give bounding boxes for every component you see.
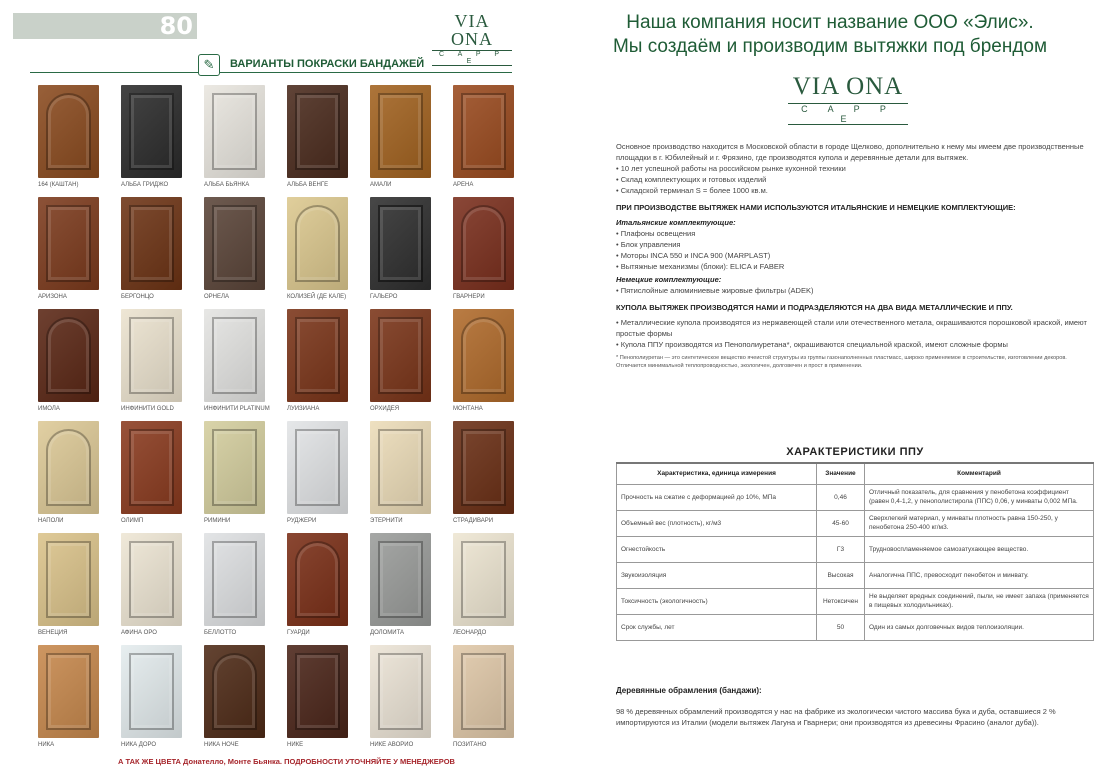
list-item: • Купола ППУ производятся из Пенополиуретана*, окрашиваются специальной краской, имеют сложные формы <box>616 339 1094 350</box>
swatch-name: АМАЛИ <box>370 182 392 188</box>
table-cell: Высокая <box>817 562 865 588</box>
swatch-door-image <box>204 309 265 402</box>
door-panel <box>129 541 174 618</box>
swatch-item <box>370 196 450 308</box>
table-cell: Г3 <box>817 536 865 562</box>
table-cell: Прочность на сжатие с деформацией до 10%, МПа <box>617 484 817 510</box>
swatch-name: ЛЕОНАРДО <box>453 630 487 636</box>
door-panel <box>461 653 506 730</box>
table-cell: Сверхлегкий материал, у минваты плотность равна 150-250, у пенобетона 250-400 кг/м3. <box>865 510 1094 536</box>
table-cell: Объемный вес (плотность), кг/м3 <box>617 510 817 536</box>
swatch-name: НАПОЛИ <box>38 518 64 524</box>
swatch-door-image <box>370 197 431 290</box>
swatch-door-image <box>121 309 182 402</box>
swatch-item <box>121 308 201 420</box>
swatch-item <box>204 420 284 532</box>
door-panel <box>378 93 423 170</box>
column-header: Значение <box>817 463 865 484</box>
door-panel <box>212 429 257 506</box>
swatch-door-image <box>38 645 99 738</box>
swatch-door-image <box>370 533 431 626</box>
swatch-name: РИМИНИ <box>204 518 231 524</box>
footnote: * Пенополиуретан — это синтетическое вещество ячеистой структуры из группы газонаполненных пластмасс, широко применяемое в строительстве, изготовлении декоров. Отличается минимальной теплопроводностью, экологичен, долговечен и прост в применении. <box>616 355 1067 369</box>
swatch-door-image <box>204 533 265 626</box>
door-panel <box>295 653 340 730</box>
logo-sub: C A P P E <box>788 103 908 125</box>
door-panel <box>378 541 423 618</box>
swatch-item <box>38 308 118 420</box>
swatch-name: БЕЛЛОТТО <box>204 630 237 636</box>
italian-list <box>616 228 1094 272</box>
swatch-item <box>287 644 367 756</box>
domes-heading: КУПОЛА ВЫТЯЖЕК ПРОИЗВОДЯТСЯ НАМИ И ПОДРАЗДЕЛЯЮТСЯ НА ДВА ВИДА МЕТАЛЛИЧЕСКИЕ И ППУ. <box>616 303 1013 312</box>
door-panel <box>461 317 506 394</box>
swatch-door-image <box>38 309 99 402</box>
swatch-door-image <box>287 421 348 514</box>
list-item: • Склад комплектующих и готовых изделий <box>616 174 1094 185</box>
table-cell: Трудновоспламеняемое самозатухающее вещество. <box>865 536 1094 562</box>
swatch-grid <box>38 84 514 756</box>
swatch-item <box>38 532 118 644</box>
section-header <box>30 58 512 76</box>
door-panel <box>129 653 174 730</box>
table-row <box>617 614 1094 640</box>
swatch-item <box>287 196 367 308</box>
swatch-name: ИНФИНИТИ PLATINUM <box>204 406 270 412</box>
table-cell: Звукоизоляция <box>617 562 817 588</box>
italian-heading: Итальянские комплектующие: <box>616 218 736 227</box>
door-panel <box>461 541 506 618</box>
ppu-table <box>616 462 1094 641</box>
swatch-item <box>121 644 201 756</box>
wood-heading: Деревянные обрамления (бандажи): <box>616 686 762 695</box>
swatch-door-image <box>121 421 182 514</box>
list-item: • Плафоны освещения <box>616 228 1094 239</box>
swatch-door-image <box>121 533 182 626</box>
column-header: Характеристика, единица измерения <box>617 463 817 484</box>
swatch-item <box>204 196 284 308</box>
door-panel <box>295 541 340 618</box>
swatch-name: АРЕНА <box>453 182 474 188</box>
swatch-item <box>204 308 284 420</box>
swatch-name: АЛЬБА ВЕНГЕ <box>287 182 329 188</box>
swatch-door-image <box>38 533 99 626</box>
table-header-row <box>617 463 1094 484</box>
swatch-item <box>287 420 367 532</box>
table-cell: Огнестойкость <box>617 536 817 562</box>
swatch-name: ОЛИМП <box>121 518 144 524</box>
headline-line-1: Наша компания носит название ООО «Элис». <box>626 12 1034 33</box>
swatch-item <box>370 532 450 644</box>
swatch-item <box>121 84 201 196</box>
table-row <box>617 588 1094 614</box>
swatch-name: ВЕНЕЦИЯ <box>38 630 68 636</box>
swatch-name: ГУАРДИ <box>287 630 310 636</box>
swatch-door-image <box>287 645 348 738</box>
left-footer-note: А ТАК ЖЕ ЦВЕТА Донателло, Монте Бьянка. ПОДРОБНОСТИ УТОЧНЯЙТЕ У МЕНЕДЖЕРОВ <box>118 757 455 766</box>
table-cell: Срок службы, лет <box>617 614 817 640</box>
swatch-name: АЛЬБА ГРИДЖО <box>121 182 169 188</box>
swatch-item <box>204 532 284 644</box>
components-heading: ПРИ ПРОИЗВОДСТВЕ ВЫТЯЖЕК НАМИ ИСПОЛЬЗУЮТСЯ ИТАЛЬЯНСКИЕ И НЕМЕЦКИЕ КОМПЛЕКТУЮЩИЕ: <box>616 203 1016 212</box>
door-panel <box>212 205 257 282</box>
swatch-door-image <box>204 645 265 738</box>
swatch-door-image <box>38 421 99 514</box>
headline-line-2: Мы создаём и производим вытяжки под брендом <box>612 36 1048 57</box>
list-item: • Вытяжные механизмы (блоки): ELICA и FABER <box>616 261 1094 272</box>
door-panel <box>212 541 257 618</box>
swatch-door-image <box>453 85 514 178</box>
door-panel <box>461 205 506 282</box>
door-panel <box>129 93 174 170</box>
door-panel <box>378 429 423 506</box>
swatch-item <box>38 84 118 196</box>
swatch-door-image <box>453 533 514 626</box>
door-panel <box>212 317 257 394</box>
door-panel <box>295 429 340 506</box>
swatch-door-image <box>370 309 431 402</box>
swatch-name: ЛУИЗИАНА <box>287 406 320 412</box>
table-cell: Один из самых долговечных видов теплоизоляции. <box>865 614 1094 640</box>
swatch-name: НИКА <box>38 742 55 748</box>
swatch-door-image <box>38 197 99 290</box>
door-panel <box>129 317 174 394</box>
company-description <box>616 141 1094 370</box>
table-cell: 50 <box>817 614 865 640</box>
table-row <box>617 484 1094 510</box>
swatch-name: ОРХИДЕЯ <box>370 406 400 412</box>
door-panel <box>461 93 506 170</box>
swatch-item <box>38 420 118 532</box>
swatch-door-image <box>287 533 348 626</box>
swatch-door-image <box>453 309 514 402</box>
table-cell: 0,46 <box>817 484 865 510</box>
paint-brush-icon: ✎ <box>198 54 220 76</box>
swatch-door-image <box>121 197 182 290</box>
swatch-door-image <box>370 85 431 178</box>
intro-list <box>616 163 1094 196</box>
swatch-item <box>38 644 118 756</box>
swatch-name: АРИЗОНА <box>38 294 67 300</box>
swatch-item <box>370 420 450 532</box>
right-page <box>560 0 1100 778</box>
intro-paragraph: Основное производство находится в Московской области в городе Щелково, дополнительно к нему мы имеем две производственные площадки в г. Юбилейный и г. Фрязино, где производятся купола и деревянные детали для вытяжек. <box>616 142 1084 162</box>
swatch-name: НИКЕ <box>287 742 304 748</box>
swatch-item <box>453 84 533 196</box>
swatch-name: ГАЛЬЕРО <box>370 294 398 300</box>
domes-list <box>616 317 1094 350</box>
swatch-item <box>121 420 201 532</box>
table-cell: Отличный показатель, для сравнения у пенобетона коэффициент (равен 0,4-1,2, у пенополистирола (ППС) 0,06, у минваты 0,002 МПа. <box>865 484 1094 510</box>
door-panel <box>46 205 91 282</box>
logo-wordmark: VIA ONA <box>451 11 493 49</box>
left-page <box>0 0 540 778</box>
swatch-door-image <box>370 645 431 738</box>
door-panel <box>295 93 340 170</box>
table-row <box>617 510 1094 536</box>
swatch-item <box>287 308 367 420</box>
table-row <box>617 536 1094 562</box>
swatch-name: ЭТЕРНИТИ <box>370 518 403 524</box>
swatch-name: ИНФИНИТИ GOLD <box>121 406 174 412</box>
section-divider <box>30 72 512 73</box>
swatch-item <box>453 196 533 308</box>
swatch-item <box>370 308 450 420</box>
swatch-name: МОНТАНА <box>453 406 483 412</box>
door-panel <box>295 317 340 394</box>
table-cell: 45-60 <box>817 510 865 536</box>
swatch-name: НИКА НОЧЕ <box>204 742 239 748</box>
swatch-name: ПОЗИТАНО <box>453 742 487 748</box>
door-panel <box>461 429 506 506</box>
door-panel <box>46 653 91 730</box>
door-panel <box>212 93 257 170</box>
list-item: • Металлические купола производятся из нержавеющей стали или отечественного метала, окрашиваются порошковой краской, имеют простые формы <box>616 317 1094 339</box>
table-row <box>617 562 1094 588</box>
swatch-door-image <box>453 197 514 290</box>
column-header: Комментарий <box>865 463 1094 484</box>
swatch-door-image <box>287 197 348 290</box>
swatch-door-image <box>370 421 431 514</box>
swatch-item <box>370 644 450 756</box>
logo-wordmark: VIA ONA <box>792 73 904 100</box>
wood-paragraph: 98 % деревянных обрамлений производятся у нас на фабрике из экологически чистого массива бука и дуба, оставшиеся 2 % импортируются из Италии (модели вытяжек Лагуна и Гварнери; они производятся из древесины Фрасино (аналог дуба)). <box>616 707 1056 727</box>
table-cell: Аналогична ППС, превосходит пенобетон и минвату. <box>865 562 1094 588</box>
swatch-name: БЕРГОНЦО <box>121 294 154 300</box>
swatch-item <box>453 644 533 756</box>
logo-sub: C A P P E <box>432 50 512 66</box>
list-item: • Моторы INCA 550 и INCA 900 (MARPLAST) <box>616 250 1094 261</box>
swatch-item <box>121 532 201 644</box>
swatch-item <box>121 196 201 308</box>
swatch-name: КОЛИЗЕЙ (ДЕ КАЛЕ) <box>287 294 347 300</box>
door-panel <box>378 653 423 730</box>
door-panel <box>212 653 257 730</box>
swatch-item <box>287 532 367 644</box>
door-panel <box>129 205 174 282</box>
door-panel <box>378 205 423 282</box>
swatch-door-image <box>204 85 265 178</box>
page-number-bar <box>13 13 197 39</box>
swatch-name: ГВАРНЕРИ <box>453 294 485 300</box>
door-panel <box>46 541 91 618</box>
swatch-door-image <box>287 309 348 402</box>
swatch-name: АЛЬБА БЬЯНКА <box>204 182 250 188</box>
swatch-door-image <box>287 85 348 178</box>
swatch-item <box>204 644 284 756</box>
swatch-name: ИМОЛА <box>38 406 60 412</box>
swatch-item <box>204 84 284 196</box>
swatch-name: ОРНЕЛА <box>204 294 229 300</box>
swatch-item <box>453 420 533 532</box>
swatch-name: РУДЖЕРИ <box>287 518 317 524</box>
swatch-door-image <box>453 421 514 514</box>
swatch-name: НИКЕ АВОРИО <box>370 742 414 748</box>
door-panel <box>295 205 340 282</box>
page-number: 80 <box>159 12 193 40</box>
swatch-door-image <box>453 645 514 738</box>
swatch-door-image <box>204 197 265 290</box>
swatch-item <box>38 196 118 308</box>
door-panel <box>46 317 91 394</box>
swatch-door-image <box>38 85 99 178</box>
swatch-door-image <box>121 645 182 738</box>
list-item: • Складской терминал S = более 1000 кв.м. <box>616 185 1094 196</box>
swatch-name: ДОЛОМИТА <box>370 630 405 636</box>
swatch-door-image <box>121 85 182 178</box>
door-panel <box>129 429 174 506</box>
swatch-item <box>287 84 367 196</box>
swatch-item <box>453 532 533 644</box>
table-cell: Не выделяет вредных соединений, пыли, не имеет запаха (применяется в пищевых холодильниках). <box>865 588 1094 614</box>
swatch-name: НИКА ДОРО <box>121 742 157 748</box>
swatch-name: АФИНА ОРО <box>121 630 157 636</box>
brand-logo <box>788 74 908 125</box>
swatch-door-image <box>204 421 265 514</box>
headline <box>560 11 1100 59</box>
door-panel <box>46 93 91 170</box>
table-cell: Токсичность (экологичность) <box>617 588 817 614</box>
german-list <box>616 285 1094 296</box>
german-heading: Немецкие комплектующие: <box>616 275 722 284</box>
section-title: ВАРИАНТЫ ПОКРАСКИ БАНДАЖЕЙ <box>226 58 428 70</box>
swatch-name: СТРАДИВАРИ <box>453 518 494 524</box>
table-cell: Нетоксичен <box>817 588 865 614</box>
table-title: ХАРАКТЕРИСТИКИ ППУ <box>786 446 924 458</box>
swatch-item <box>453 308 533 420</box>
door-panel <box>378 317 423 394</box>
list-item: • Пятислойные алюминиевые жировые фильтры (ADEK) <box>616 285 1094 296</box>
list-item: • Блок управления <box>616 239 1094 250</box>
list-item: • 10 лет успешной работы на российском рынке кухонной техники <box>616 163 1094 174</box>
swatch-item <box>370 84 450 196</box>
swatch-name: 164 (КАШТАН) <box>38 182 79 188</box>
door-panel <box>46 429 91 506</box>
